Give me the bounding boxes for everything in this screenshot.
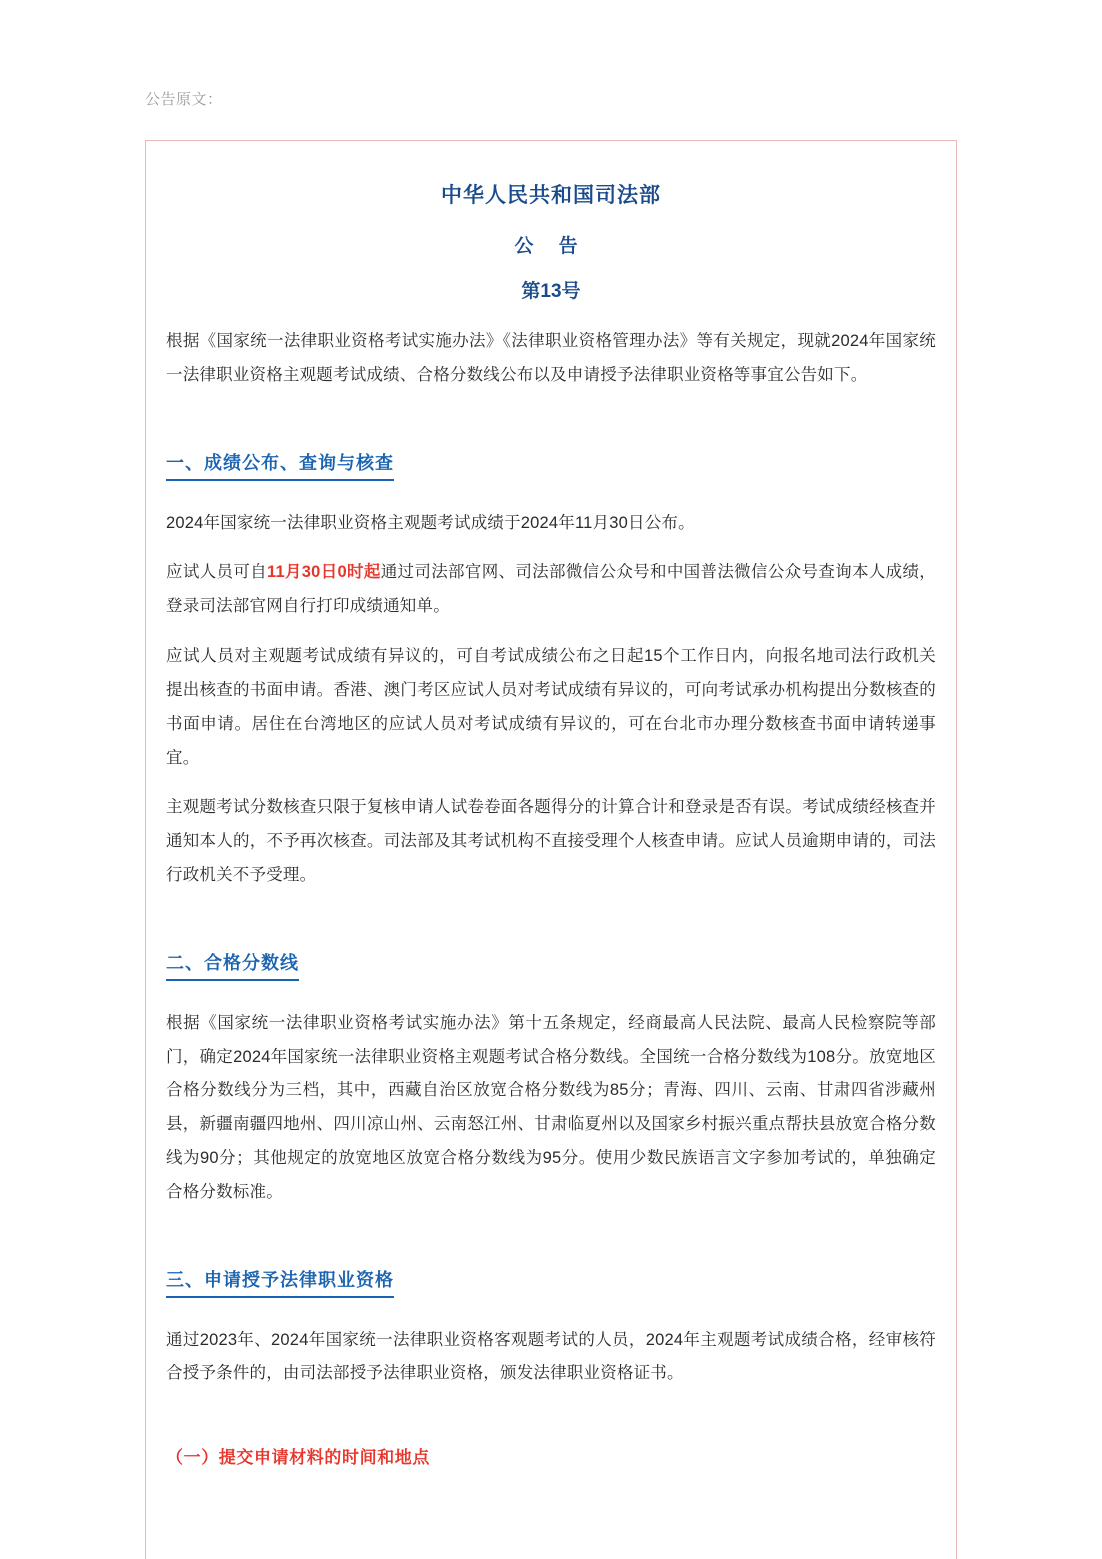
page-label: 公告原文： [145, 91, 223, 108]
intro-paragraph: 根据《国家统一法律职业资格考试实施办法》《法律职业资格管理办法》等有关规定，现就2024年国家统一法律职业资格主观题考试成绩、合格分数线公布以及申请授予法律职业资格等事宜公告如下。 [166, 332, 936, 384]
document-title: 中华人民共和国司法部 [441, 184, 661, 207]
section-1-paragraph-3: 应试人员对主观题考试成绩有异议的，可自考试成绩公布之日起15个工作日内，向报名地司法行政机关提出核查的书面申请。香港、澳门考区应试人员对考试成绩有异议的，可向考试承办机构提出分数核查的书面申请。居住在台湾地区的应试人员对考试成绩有异议的，可在台北市办理分数核查书面申请转递事宜。 [166, 647, 936, 767]
section-3-paragraph-1: 通过2023年、2024年国家统一法律职业资格客观题考试的人员，2024年主观题考试成绩合格，经审核符合授予条件的，由司法部授予法律职业资格，颁发法律职业资格证书。 [166, 1330, 936, 1383]
document-subtitle: 公 告 [514, 236, 588, 257]
section-1-heading: 一、成绩公布、查询与核查 [166, 449, 394, 481]
section-3-subheading: （一）提交申请材料的时间和地点 [166, 1448, 430, 1468]
date-highlight: 11月30日0时起 [267, 563, 381, 582]
section-1-paragraph-2 [166, 556, 936, 624]
document-number: 第13号 [521, 281, 581, 302]
section-1-paragraph-4: 主观题考试分数核查只限于复核申请人试卷卷面各题得分的计算合计和登录是否有误。考试成绩经核查并通知本人的，不予再次核查。司法部及其考试机构不直接受理个人核查申请。应试人员逾期申请的，司法行政机关不予受理。 [166, 798, 936, 884]
section-1-paragraph-1: 2024年国家统一法律职业资格主观题考试成绩于2024年11月30日公布。 [166, 513, 695, 532]
paragraph-prefix: 应试人员可自 [166, 563, 267, 582]
section-1 [166, 403, 936, 893]
section-2-paragraph-1: 根据《国家统一法律职业资格考试实施办法》第十五条规定，经商最高人民法院、最高人民检察院等部门，确定2024年国家统一法律职业资格主观题考试合格分数线。全国统一合格分数线为108分。放宽地区合格分数线分为三档，其中，西藏自治区放宽合格分数线为85分；青海、四川、云南、甘肃四省涉藏州县，新疆南疆四地州、四川凉山州、云南怒江州、甘肃临夏州以及国家乡村振兴重点帮扶县放宽合格分数线为90分；其他规定的放宽地区放宽合格分数线为95分。使用少数民族语言文字参加考试的，单独确定合格分数标准。 [166, 1013, 936, 1201]
section-2 [166, 903, 936, 1210]
notice-document [145, 140, 957, 1559]
section-3 [166, 1220, 936, 1469]
section-3-heading: 三、申请授予法律职业资格 [166, 1266, 394, 1298]
bottom-spacer [166, 1468, 936, 1496]
paragraph-suffix: 通过司法部官网、司法部微信公众号和中国普法微信公众号查询本人成绩，登录司法部官网自行打印成绩通知单。 [166, 563, 937, 616]
section-2-heading: 二、合格分数线 [166, 949, 299, 981]
